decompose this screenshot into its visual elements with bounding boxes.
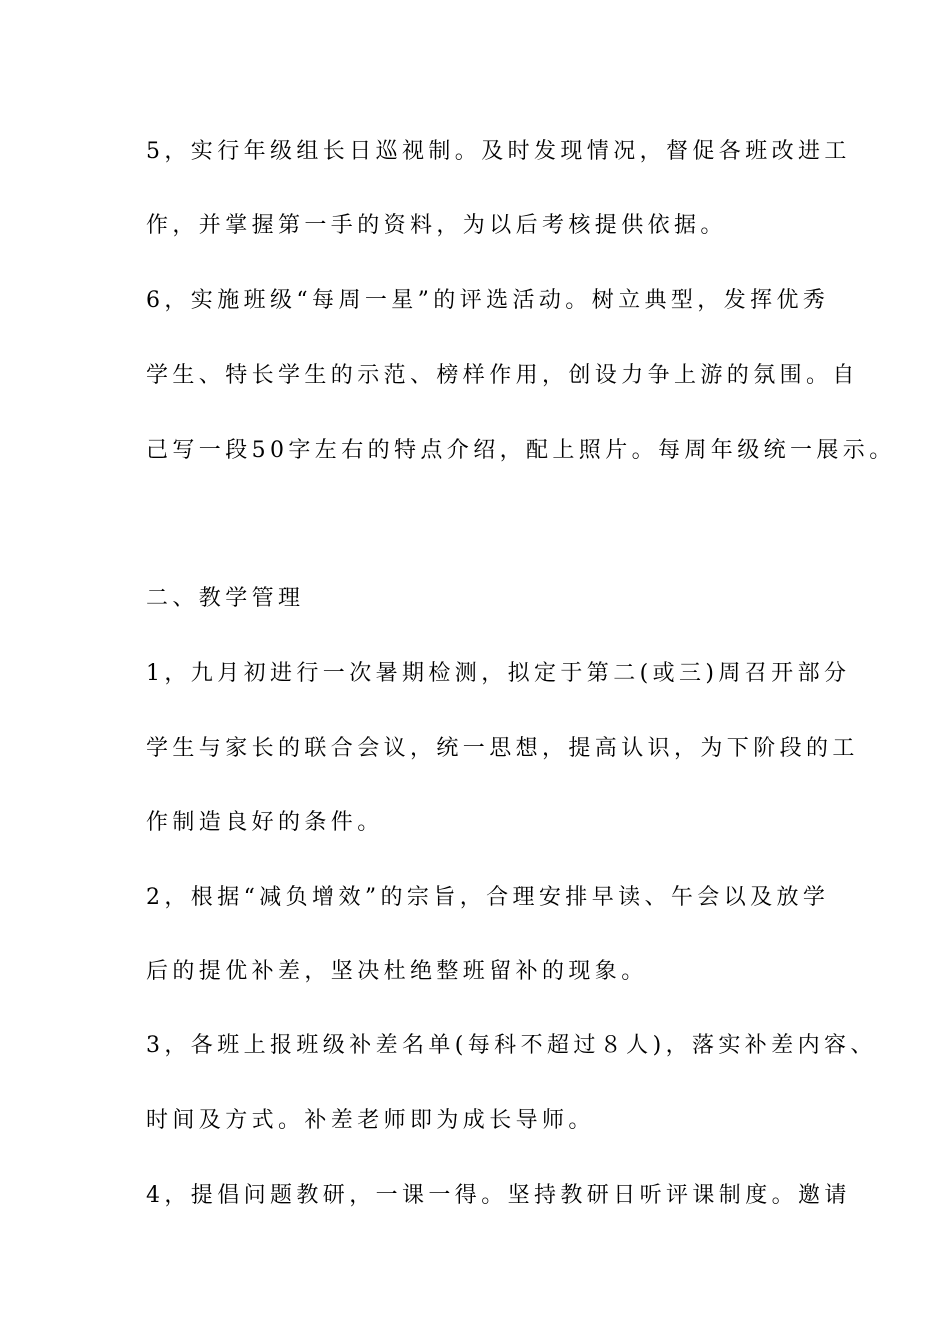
- text-line: 2，根据“减负增效”的宗旨，合理安排早读、午会以及放学: [146, 885, 830, 910]
- text-line: 4，提倡问题教研，一课一得。坚持教研日听评课制度。邀请: [146, 1183, 851, 1208]
- text-line: 3，各班上报班级补差名单(每科不超过８人)，落实补差内容、: [146, 1033, 877, 1058]
- text-line: 1，九月初进行一次暑期检测，拟定于第二(或三)周召开部分: [146, 661, 851, 686]
- text-line: 5，实行年级组长日巡视制。及时发现情况，督促各班改进工: [146, 139, 851, 164]
- text-line: 作，并掌握第一手的资料，为以后考核提供依据。: [146, 213, 727, 238]
- text-line: 作制造良好的条件。: [146, 810, 384, 835]
- section-heading: 二、教学管理: [146, 586, 305, 611]
- text-line: 6，实施班级“每周一星”的评选活动。树立典型，发挥优秀: [146, 288, 830, 313]
- text-line: 学生与家长的联合会议，统一思想，提高认识，为下阶段的工: [146, 736, 859, 761]
- text-line: 学生、特长学生的示范、榜样作用，创设力争上游的氛围。自: [146, 363, 859, 388]
- text-line: 时间及方式。补差老师即为成长导师。: [146, 1108, 595, 1133]
- text-line: 后的提优补差，坚决杜绝整班留补的现象。: [146, 959, 648, 984]
- text-line: 己写一段50字左右的特点介绍，配上照片。每周年级统一展示。: [146, 438, 896, 463]
